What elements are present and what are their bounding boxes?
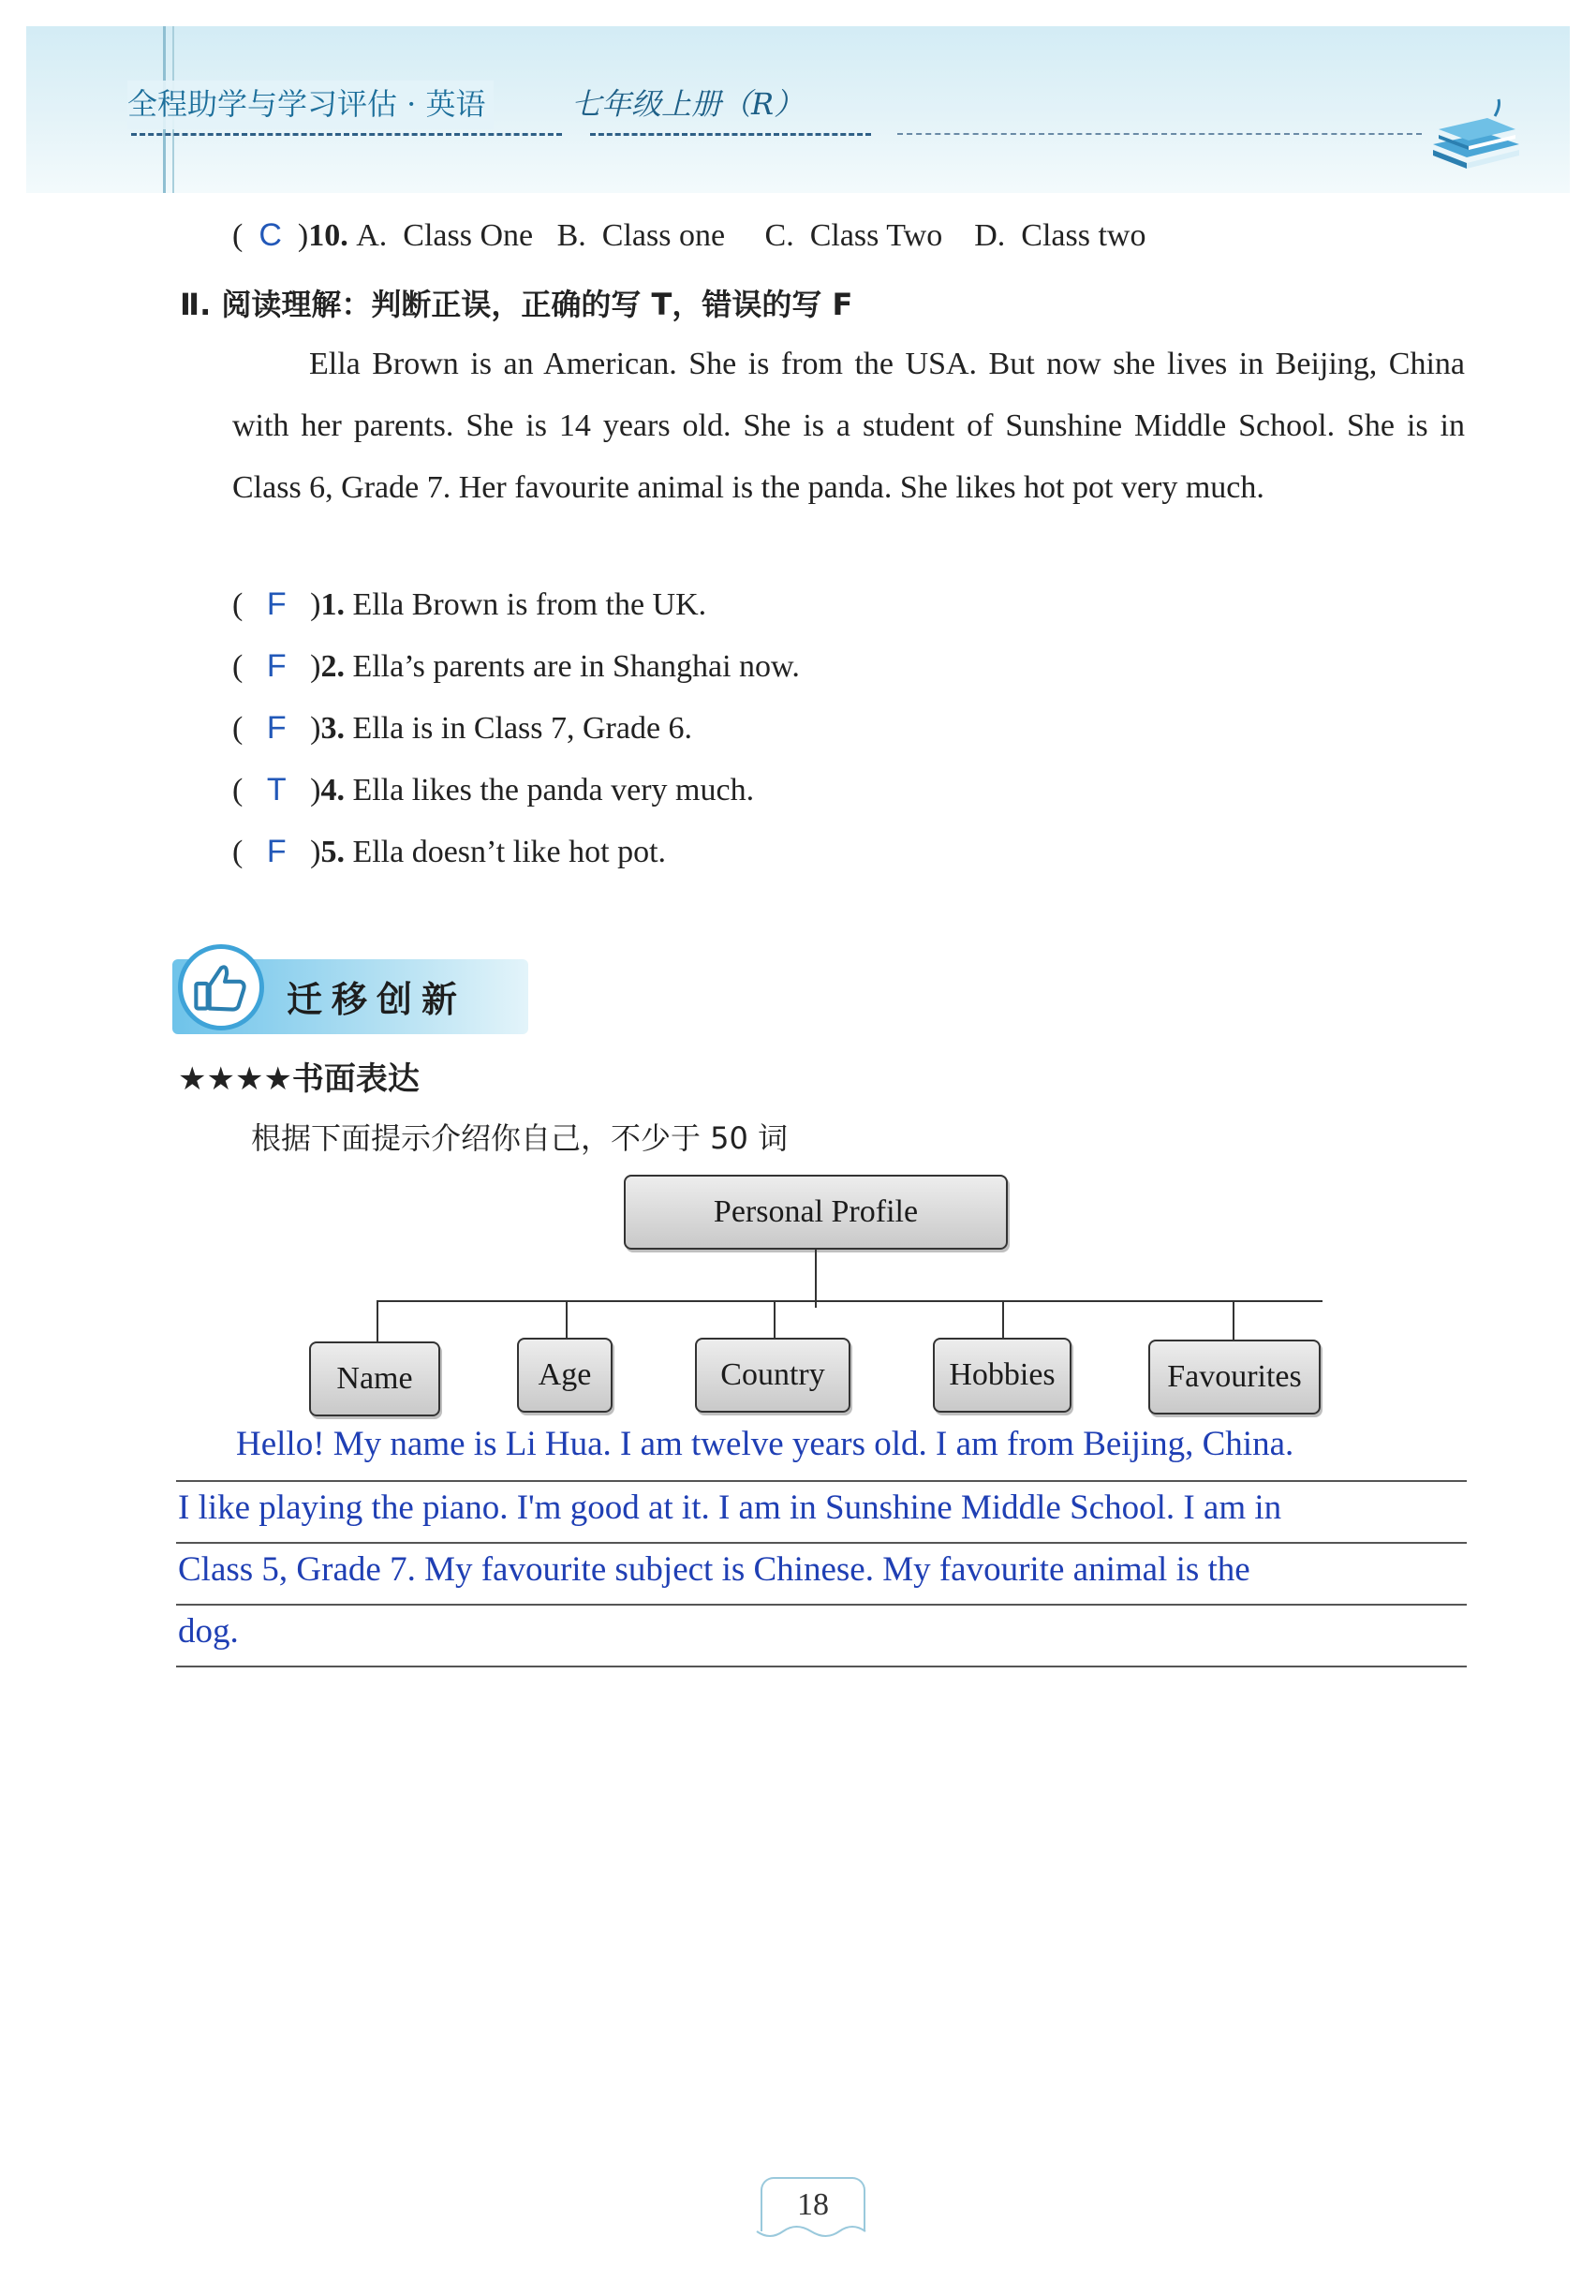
answer-value: F xyxy=(266,586,287,622)
essay-line: Class 5, Grade 7. My favourite subject is Chinese. My favourite animal is the xyxy=(178,1550,1250,1589)
section-title: Ⅱ. 阅读理解：判断正误，正确的写 T，错误的写 F xyxy=(180,287,853,322)
essay-line: Hello! My name is Li Hua. I am twelve years old. I am from Beijing, China. xyxy=(236,1425,1294,1463)
diagram-child-node: Favourites xyxy=(1148,1340,1321,1415)
answer-paren: ) xyxy=(297,218,309,253)
judgement-item: ( F )5. Ella doesn’t like hot pot. xyxy=(232,834,667,869)
judgement-item: ( F )3. Ella is in Class 7, Grade 6. xyxy=(232,710,693,746)
question-number: 3. xyxy=(320,711,345,746)
header-dashed-underline xyxy=(590,133,871,136)
book-title: 全程助学与学习评估 · 英语 xyxy=(127,81,494,129)
question-number: 2. xyxy=(320,649,345,684)
diagram-connector xyxy=(566,1300,568,1338)
writing-instruction: 根据下面提示介绍你自己，不少于 50 词 xyxy=(251,1120,789,1156)
page-number: 18 xyxy=(761,2177,865,2231)
question-number: 4. xyxy=(320,773,345,807)
books-icon xyxy=(1429,96,1523,170)
answer-value: F xyxy=(266,710,287,746)
judgement-item: ( T )4. Ella likes the panda very much. xyxy=(232,772,755,807)
diagram-connector xyxy=(377,1300,1323,1302)
diagram-child-node: Hobbies xyxy=(933,1338,1071,1413)
book-grade: 七年级上册（R） xyxy=(571,86,805,122)
item-text: Ella likes the panda very much. xyxy=(352,773,755,807)
writing-rule xyxy=(176,1666,1467,1667)
diagram-connector xyxy=(1233,1300,1234,1340)
item-text: Ella doesn’t like hot pot. xyxy=(352,835,667,869)
writing-rule xyxy=(176,1542,1467,1544)
task-label: 书面表达 xyxy=(291,1060,420,1098)
diagram-child-node: Name xyxy=(309,1341,440,1416)
question-number: 10. xyxy=(308,218,348,253)
diagram-connector xyxy=(377,1300,378,1345)
header-dashed-underline xyxy=(131,133,562,136)
writing-rule xyxy=(176,1604,1467,1606)
reading-passage: Ella Brown is an American. She is from the USA. But now she lives in Beijing, China with her parents. She is 14 years old. She is a student of Sunshine Middle School. She is in Class 6, Grade 7. Her favourite animal is the panda. She likes hot pot very much. xyxy=(232,347,1465,505)
item-text: Ella Brown is from the UK. xyxy=(352,587,707,622)
diagram-connector xyxy=(1002,1300,1004,1338)
diagram-connector xyxy=(815,1250,817,1308)
question-number: 5. xyxy=(320,835,345,869)
writing-task-title xyxy=(178,1053,420,1099)
item-text: Ella is in Class 7, Grade 6. xyxy=(352,711,693,746)
judgement-item: ( F )1. Ella Brown is from the UK. xyxy=(232,586,707,622)
essay-line: I like playing the piano. I'm good at it. I am in Sunshine Middle School. I am in xyxy=(178,1489,1282,1527)
item-text: Ella’s parents are in Shanghai now. xyxy=(352,649,800,684)
judgement-item: ( F )2. Ella’s parents are in Shanghai now. xyxy=(232,648,800,684)
question-number: 1. xyxy=(320,587,345,622)
essay-line: dog. xyxy=(178,1612,239,1651)
answer-value: C xyxy=(259,217,282,253)
banner-title: 迁移创新 xyxy=(287,979,467,1020)
question-10 xyxy=(232,217,1145,254)
writing-rule xyxy=(176,1480,1467,1482)
banner-icon-circle xyxy=(178,944,264,1030)
answer-paren: ( xyxy=(232,218,244,253)
diagram-connector xyxy=(774,1300,776,1338)
diagram-child-node: Country xyxy=(695,1338,850,1413)
difficulty-stars: ★★★★ xyxy=(178,1060,292,1098)
question-options: A. Class One B. Class one C. Class Two D. Class two xyxy=(356,218,1146,253)
header-dashed-rule xyxy=(897,133,1422,135)
diagram-child-node: Age xyxy=(517,1338,613,1413)
diagram-root-node: Personal Profile xyxy=(624,1175,1008,1250)
answer-value: T xyxy=(266,772,287,807)
page-number-decoration xyxy=(755,2224,867,2241)
answer-value: F xyxy=(266,648,287,684)
answer-value: F xyxy=(266,834,287,869)
thumbs-up-icon xyxy=(183,949,259,1026)
